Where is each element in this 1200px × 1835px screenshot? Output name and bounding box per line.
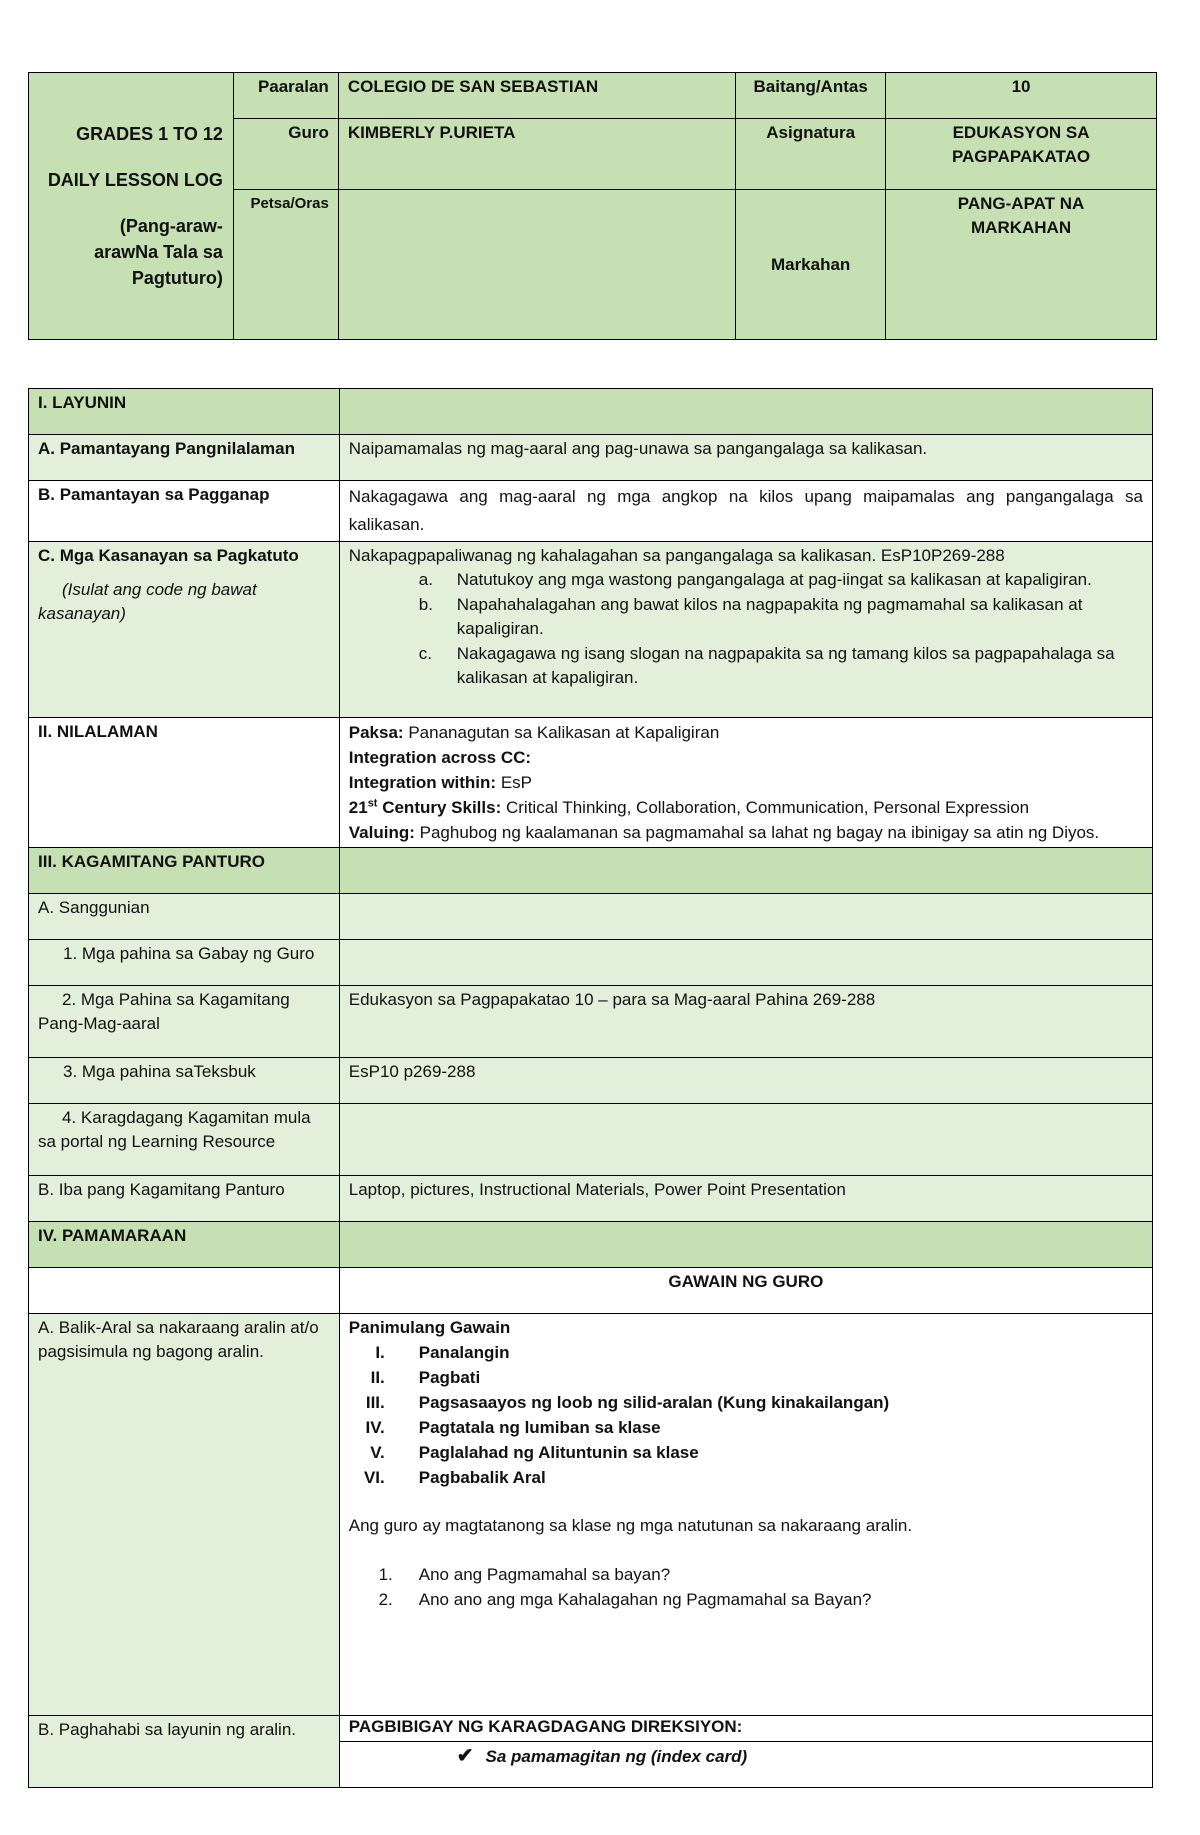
- gabay-guro-label: 1. Mga pahina sa Gabay ng Guro: [29, 940, 340, 986]
- asignatura-value: EDUKASYON SA PAGPAPAKATAO: [886, 119, 1157, 190]
- index-card-item: ✔ Sa pamamagitan ng (index card): [339, 1742, 1152, 1788]
- balik-aral-paragraph: Ang guro ay magtatanong sa klase ng mga natutunan sa nakaraang aralin.: [348, 1516, 913, 1535]
- daily-lesson-log-title: DAILY LESSON LOG: [47, 170, 223, 190]
- baitang-value: 10: [886, 73, 1157, 119]
- kagamitang-mag-aaral-label: 2. Mga Pahina sa Kagamitang Pang-Mag-aaral: [29, 986, 340, 1058]
- paksa-line: Paksa: Pananagutan sa Kalikasan at Kapaligiran: [348, 723, 720, 742]
- list-item: IV. Pagtatala ng lumiban sa klase: [365, 1418, 661, 1437]
- kagamitang-mag-aaral-value: Edukasyon sa Pagpapakatao 10 – para sa Mag-aaral Pahina 269-288: [339, 986, 1152, 1058]
- markahan-label: Markahan: [736, 190, 886, 340]
- teksbuk-label: 3. Mga pahina saTeksbuk: [29, 1058, 340, 1104]
- header-table: [28, 72, 1157, 340]
- list-item: c. Nakagagawa ng isang slogan na nagpapakita sa ng tamang kilos sa pagpapahalaga sa kalikasan at kapaligiran.: [418, 643, 1115, 687]
- list-item: III. Pagsasaayos ng loob ng silid-aralan (Kung kinakailangan): [365, 1393, 890, 1412]
- balik-aral-content: [339, 1314, 1152, 1716]
- lesson-table: [28, 388, 1153, 1788]
- nilalaman-heading: II. NILALAMAN: [29, 718, 340, 848]
- century-skills-line: 21st Century Skills: Critical Thinking, Collaboration, Communication, Personal Expression: [348, 797, 1030, 817]
- pamantayan-sa-pagganap-value: Nakagagawa ang mag-aaral ng mga angkop na kilos upang maipamalas ang pangangalaga sa kalikasan.: [339, 481, 1152, 542]
- petsa-value: [338, 190, 735, 340]
- paghahabi-label: B. Paghahabi sa layunin ng aralin.: [29, 1716, 340, 1788]
- lesson-log-subtitle: (Pang-araw-arawNa Tala sa Pagtuturo): [94, 216, 223, 288]
- header-title-cell: [29, 73, 234, 340]
- guro-label: Guro: [233, 119, 338, 190]
- kasanayan-intro: Nakapagpapaliwanag ng kahalagahan sa pangangalaga sa kalikasan. EsP10P269-288: [348, 546, 1005, 565]
- asignatura-label: Asignatura: [736, 119, 886, 190]
- teksbuk-value: EsP10 p269-288: [339, 1058, 1152, 1104]
- balik-aral-label: A. Balik-Aral sa nakaraang aralin at/o pagsisimula ng bagong aralin.: [29, 1314, 340, 1716]
- baitang-label: Baitang/Antas: [736, 73, 886, 119]
- nilalaman-content: [339, 718, 1152, 848]
- gawain-ng-guro-heading: GAWAIN NG GURO: [339, 1268, 1152, 1314]
- list-item: I. Panalangin: [375, 1343, 510, 1362]
- pamantayang-pangnilalaman-label: A. Pamantayang Pangnilalaman: [29, 435, 340, 481]
- list-item: a. Natutukoy ang mga wastong pangangalaga at pag-iingat sa kalikasan at kapaligiran.: [418, 570, 1092, 589]
- panimulang-gawain-title: Panimulang Gawain: [348, 1318, 511, 1337]
- list-item: 2. Ano ano ang mga Kahalagahan ng Pagmamahal sa Bayan?: [378, 1590, 872, 1609]
- list-item: VI. Pagbabalik Aral: [363, 1468, 546, 1487]
- balik-aral-questions: [349, 1562, 1143, 1612]
- integration-within-line: Integration within: EsP: [348, 773, 533, 792]
- iba-pang-kagamitan-label: B. Iba pang Kagamitang Panturo: [29, 1176, 340, 1222]
- kasanayan-note: (Isulat ang code ng bawat kasanayan): [38, 580, 257, 623]
- petsa-label: Petsa/Oras: [233, 190, 338, 340]
- iba-pang-kagamitan-value: Laptop, pictures, Instructional Materials, Power Point Presentation: [339, 1176, 1152, 1222]
- kasanayan-cell: [29, 542, 340, 718]
- kasanayan-content: [339, 542, 1152, 718]
- list-item: b. Napahahalagahan ang bawat kilos na nagpapakita ng pagmamahal sa kalikasan at kapaligiran.: [418, 594, 1083, 638]
- karagdagang-kagamitan-value: [339, 1104, 1152, 1176]
- integration-across-line: Integration across CC:: [348, 748, 532, 767]
- kasanayan-label: C. Mga Kasanayan sa Pagkatuto: [38, 546, 299, 565]
- list-item: 1. Ano ang Pagmamahal sa bayan?: [378, 1565, 671, 1584]
- markahan-value: PANG-APAT NA MARKAHAN: [886, 190, 1157, 340]
- karagdagang-direksiyon-heading: PAGBIBIGAY NG KARAGDAGANG DIREKSIYON:: [339, 1716, 1152, 1742]
- grades-title: GRADES 1 TO 12: [76, 124, 223, 144]
- layunin-heading: I. LAYUNIN: [29, 389, 340, 435]
- valuing-line: Valuing: Paghubog ng kaalamanan sa pagmamahal sa lahat ng bagay na ibinigay sa atin ng Diyos.: [348, 823, 1100, 842]
- pamantayang-pangnilalaman-value: Naipamamalas ng mag-aaral ang pag-unawa sa pangangalaga sa kalikasan.: [339, 435, 1152, 481]
- pamamaraan-heading: IV. PAMAMARAAN: [29, 1222, 340, 1268]
- gabay-guro-value: [339, 940, 1152, 986]
- karagdagang-kagamitan-label: 4. Karagdagang Kagamitan mula sa portal ng Learning Resource: [29, 1104, 340, 1176]
- checkmark-icon: ✔: [456, 1745, 474, 1767]
- panimulang-gawain-list: [349, 1340, 1143, 1490]
- list-item: II. Pagbati: [370, 1368, 481, 1387]
- paaralan-label: Paaralan: [233, 73, 338, 119]
- kagamitan-heading: III. KAGAMITANG PANTURO: [29, 848, 340, 894]
- pamantayan-sa-pagganap-label: B. Pamantayan sa Pagganap: [29, 481, 340, 542]
- sanggunian-label: A. Sanggunian: [29, 894, 340, 940]
- guro-value: KIMBERLY P.URIETA: [338, 119, 735, 190]
- paaralan-value: COLEGIO DE SAN SEBASTIAN: [338, 73, 735, 119]
- kasanayan-list: [349, 568, 1143, 691]
- list-item: V. Paglalahad ng Alituntunin sa klase: [370, 1443, 699, 1462]
